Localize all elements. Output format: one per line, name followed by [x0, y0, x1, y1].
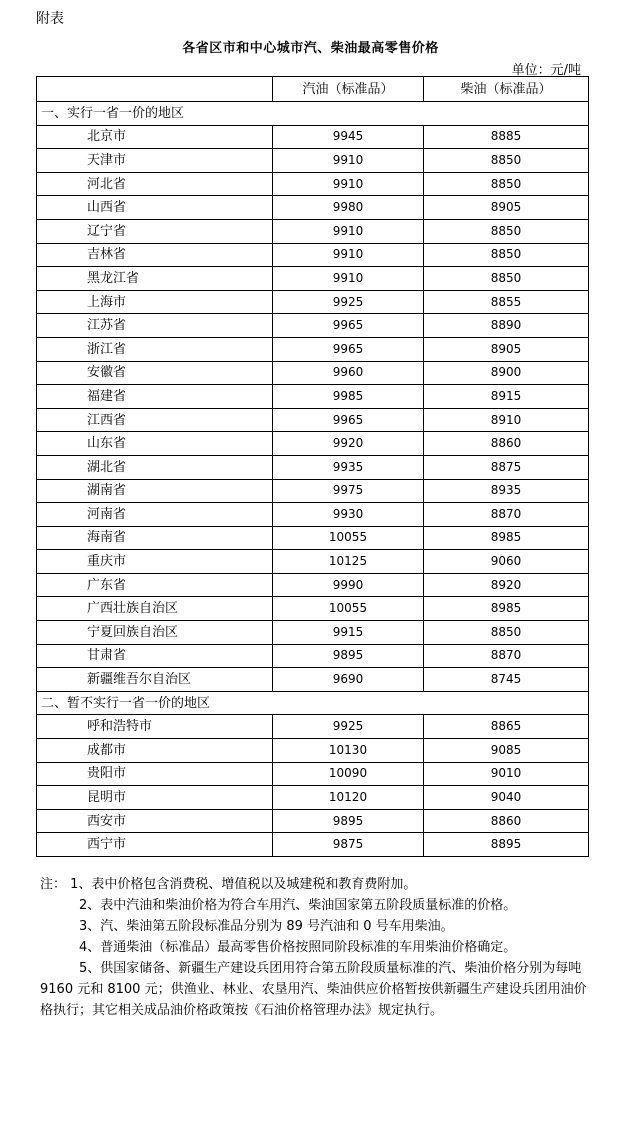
table-row [37, 408, 589, 432]
table-row [37, 455, 589, 479]
table-row [37, 385, 589, 409]
table-row [37, 550, 589, 574]
table-row [37, 479, 589, 503]
region-name-cell: 广西壮族自治区 [37, 597, 273, 621]
diesel-price-cell: 8910 [424, 408, 589, 432]
region-name-cell: 成都市 [37, 739, 273, 763]
gasoline-price-cell: 10055 [273, 526, 424, 550]
gasoline-price-cell: 9910 [273, 267, 424, 291]
gasoline-price-cell: 9895 [273, 644, 424, 668]
diesel-price-cell: 9085 [424, 739, 589, 763]
table-row [37, 597, 589, 621]
notes-block [40, 874, 588, 1021]
diesel-price-cell: 8865 [424, 715, 589, 739]
diesel-price-cell: 8850 [424, 267, 589, 291]
gasoline-price-cell: 9945 [273, 125, 424, 149]
gasoline-price-cell: 9975 [273, 479, 424, 503]
region-name-cell: 湖南省 [37, 479, 273, 503]
gasoline-price-cell: 9910 [273, 149, 424, 173]
diesel-price-cell: 8920 [424, 573, 589, 597]
region-name-cell: 江西省 [37, 408, 273, 432]
diesel-price-cell: 8850 [424, 621, 589, 645]
note-4: 4、普通柴油（标准品）最高零售价格按照同阶段标准的车用柴油价格确定。 [79, 940, 517, 955]
gasoline-price-cell: 9910 [273, 172, 424, 196]
table-row [37, 243, 589, 267]
region-name-cell: 天津市 [37, 149, 273, 173]
diesel-price-cell: 8875 [424, 455, 589, 479]
region-name-cell: 甘肃省 [37, 644, 273, 668]
gasoline-price-cell: 9925 [273, 290, 424, 314]
table-row [37, 219, 589, 243]
diesel-price-cell: 8870 [424, 644, 589, 668]
diesel-price-cell: 8885 [424, 125, 589, 149]
diesel-price-cell: 8850 [424, 172, 589, 196]
region-name-cell: 辽宁省 [37, 219, 273, 243]
gasoline-price-cell: 9915 [273, 621, 424, 645]
note-5: 5、供国家储备、新疆生产建设兵团用符合第五阶段质量标准的汽、柴油价格分别为每吨 9160 元和 8100 元；供渔业、林业、农垦用汽、柴油供应价格暂按供新疆生产建设兵团用油价格执行；其它相关成品油价格政策按《石油价格管理办法》规定执行。 [40, 961, 587, 1018]
table-row [37, 503, 589, 527]
table-row [37, 621, 589, 645]
gasoline-price-cell: 10090 [273, 762, 424, 786]
diesel-price-cell: 8855 [424, 290, 589, 314]
diesel-price-cell: 9040 [424, 786, 589, 810]
diesel-price-cell: 8985 [424, 526, 589, 550]
region-name-cell: 河南省 [37, 503, 273, 527]
region-name-cell: 北京市 [37, 125, 273, 149]
unit-label: 单位：元/吨 [511, 63, 581, 78]
gasoline-price-cell: 9690 [273, 668, 424, 692]
table-row [37, 196, 589, 220]
table-row [37, 762, 589, 786]
diesel-price-cell: 8890 [424, 314, 589, 338]
table-row [37, 267, 589, 291]
table-row [37, 172, 589, 196]
table-row [37, 833, 589, 857]
diesel-price-cell: 8850 [424, 219, 589, 243]
gasoline-price-cell: 9920 [273, 432, 424, 456]
diesel-price-cell: 9010 [424, 762, 589, 786]
gasoline-price-cell: 10125 [273, 550, 424, 574]
gasoline-price-cell: 9925 [273, 715, 424, 739]
region-name-cell: 西宁市 [37, 833, 273, 857]
gasoline-price-cell: 9965 [273, 337, 424, 361]
table-row [37, 573, 589, 597]
region-name-cell: 贵阳市 [37, 762, 273, 786]
region-name-cell: 上海市 [37, 290, 273, 314]
section-row [37, 102, 589, 126]
gasoline-price-cell: 9930 [273, 503, 424, 527]
diesel-price-cell: 8905 [424, 337, 589, 361]
diesel-price-cell: 8915 [424, 385, 589, 409]
note-2: 2、表中汽油和柴油价格为符合车用汽、柴油国家第五阶段质量标准的价格。 [79, 898, 517, 913]
table-row [37, 125, 589, 149]
diesel-price-cell: 8900 [424, 361, 589, 385]
region-name-cell: 西安市 [37, 809, 273, 833]
region-name-cell: 昆明市 [37, 786, 273, 810]
diesel-price-cell: 8935 [424, 479, 589, 503]
gasoline-price-cell: 10130 [273, 739, 424, 763]
table-row [37, 809, 589, 833]
region-name-cell: 江苏省 [37, 314, 273, 338]
diesel-price-cell: 8745 [424, 668, 589, 692]
table-row [37, 337, 589, 361]
region-name-cell: 重庆市 [37, 550, 273, 574]
diesel-price-cell: 8905 [424, 196, 589, 220]
note-1: 注： 1、表中价格包含消费税、增值税以及城建税和教育费附加。 [40, 877, 417, 892]
region-name-cell: 吉林省 [37, 243, 273, 267]
table-row [37, 290, 589, 314]
gasoline-price-cell: 9965 [273, 408, 424, 432]
gasoline-price-cell: 9985 [273, 385, 424, 409]
region-name-cell: 黑龙江省 [37, 267, 273, 291]
gasoline-column-header: 汽油（标准品） [273, 77, 424, 102]
table-row [37, 739, 589, 763]
diesel-price-cell: 8850 [424, 149, 589, 173]
diesel-column-header: 柴油（标准品） [424, 77, 589, 102]
table-row [37, 149, 589, 173]
region-name-cell: 山东省 [37, 432, 273, 456]
region-name-cell: 福建省 [37, 385, 273, 409]
price-table [36, 76, 589, 857]
gasoline-price-cell: 9980 [273, 196, 424, 220]
note-3: 3、汽、柴油第五阶段标准品分别为 89 号汽油和 0 号车用柴油。 [79, 919, 454, 934]
gasoline-price-cell: 9935 [273, 455, 424, 479]
region-name-cell: 新疆维吾尔自治区 [37, 668, 273, 692]
region-name-cell: 宁夏回族自治区 [37, 621, 273, 645]
section-heading: 二、暂不实行一省一价的地区 [37, 691, 589, 715]
gasoline-price-cell: 9910 [273, 219, 424, 243]
region-name-cell: 广东省 [37, 573, 273, 597]
diesel-price-cell: 8895 [424, 833, 589, 857]
region-name-cell: 呼和浩特市 [37, 715, 273, 739]
region-name-cell: 山西省 [37, 196, 273, 220]
diesel-price-cell: 9060 [424, 550, 589, 574]
table-row [37, 526, 589, 550]
region-column-header [37, 77, 273, 102]
attachment-label: 附表 [36, 11, 64, 27]
gasoline-price-cell: 10120 [273, 786, 424, 810]
section-heading: 一、实行一省一价的地区 [37, 102, 589, 126]
region-name-cell: 湖北省 [37, 455, 273, 479]
page-title: 各省区市和中心城市汽、柴油最高零售价格 [182, 41, 439, 56]
diesel-price-cell: 8850 [424, 243, 589, 267]
diesel-price-cell: 8860 [424, 432, 589, 456]
gasoline-price-cell: 9875 [273, 833, 424, 857]
diesel-price-cell: 8860 [424, 809, 589, 833]
gasoline-price-cell: 9895 [273, 809, 424, 833]
gasoline-price-cell: 9990 [273, 573, 424, 597]
region-name-cell: 安徽省 [37, 361, 273, 385]
gasoline-price-cell: 9960 [273, 361, 424, 385]
region-name-cell: 河北省 [37, 172, 273, 196]
gasoline-price-cell: 9965 [273, 314, 424, 338]
table-row [37, 314, 589, 338]
gasoline-price-cell: 9910 [273, 243, 424, 267]
table-row [37, 432, 589, 456]
diesel-price-cell: 8870 [424, 503, 589, 527]
table-row [37, 361, 589, 385]
section-row [37, 691, 589, 715]
table-header-row [37, 77, 589, 102]
table-row [37, 715, 589, 739]
gasoline-price-cell: 10055 [273, 597, 424, 621]
diesel-price-cell: 8985 [424, 597, 589, 621]
table-row [37, 786, 589, 810]
region-name-cell: 浙江省 [37, 337, 273, 361]
table-row [37, 668, 589, 692]
table-row [37, 644, 589, 668]
region-name-cell: 海南省 [37, 526, 273, 550]
